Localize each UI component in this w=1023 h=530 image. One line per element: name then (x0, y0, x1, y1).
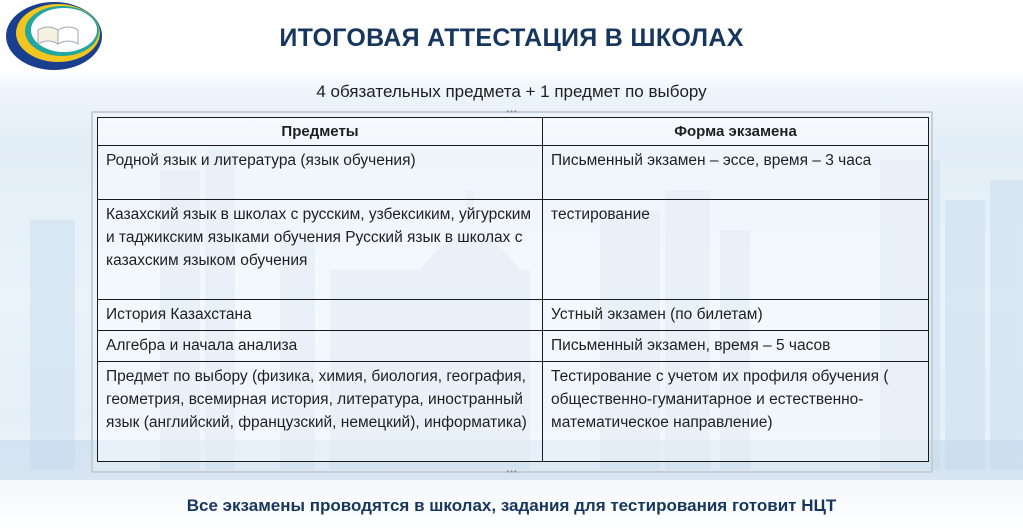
table-row (98, 331, 929, 362)
exam-form-cell: тестирование (543, 200, 929, 300)
page-subtitle: 4 обязательных предмета + 1 предмет по выбору (316, 82, 707, 101)
table-row (98, 300, 929, 331)
subject-cell: Алгебра и начала анализа (98, 331, 543, 362)
table-header-row (98, 118, 929, 146)
exam-form-cell: Письменный экзамен – эссе, время – 3 часа (543, 146, 929, 200)
frame-handle-bottom: ••• (506, 467, 518, 476)
exam-form-cell: Устный экзамен (по билетам) (543, 300, 929, 331)
exam-form-cell: Тестирование с учетом их профиля обучения ( общественно-гуманитарное и естественно-математическое направление) (543, 362, 929, 462)
page-title: ИТОГОВАЯ АТТЕСТАЦИЯ В ШКОЛАХ (279, 24, 744, 52)
exam-table (97, 117, 929, 462)
subject-cell: История Казахстана (98, 300, 543, 331)
subject-cell: Предмет по выбору (физика, химия, биология, география, геометрия, всемирная история, литература, иностранный язык (английский, французский, немецкий), информатика) (98, 362, 543, 462)
footer-note: Все экзамены проводятся в школах, задания для тестирования готовит НЦТ (186, 496, 837, 515)
exam-form-cell: Письменный экзамен, время – 5 часов (543, 331, 929, 362)
table-row (98, 146, 929, 200)
header-exam-form: Форма экзамена (543, 118, 929, 146)
subject-cell: Родной язык и литература (язык обучения) (98, 146, 543, 200)
header-subjects: Предметы (98, 118, 543, 146)
table-row (98, 200, 929, 300)
table-row (98, 362, 929, 462)
subject-cell: Казахский язык в школах с русским, узбексиким, уйгурским и таджикским языками обучения Русский язык в школах с казахским языком обучения (98, 200, 543, 300)
frame-handle-top: ••• (506, 107, 518, 116)
